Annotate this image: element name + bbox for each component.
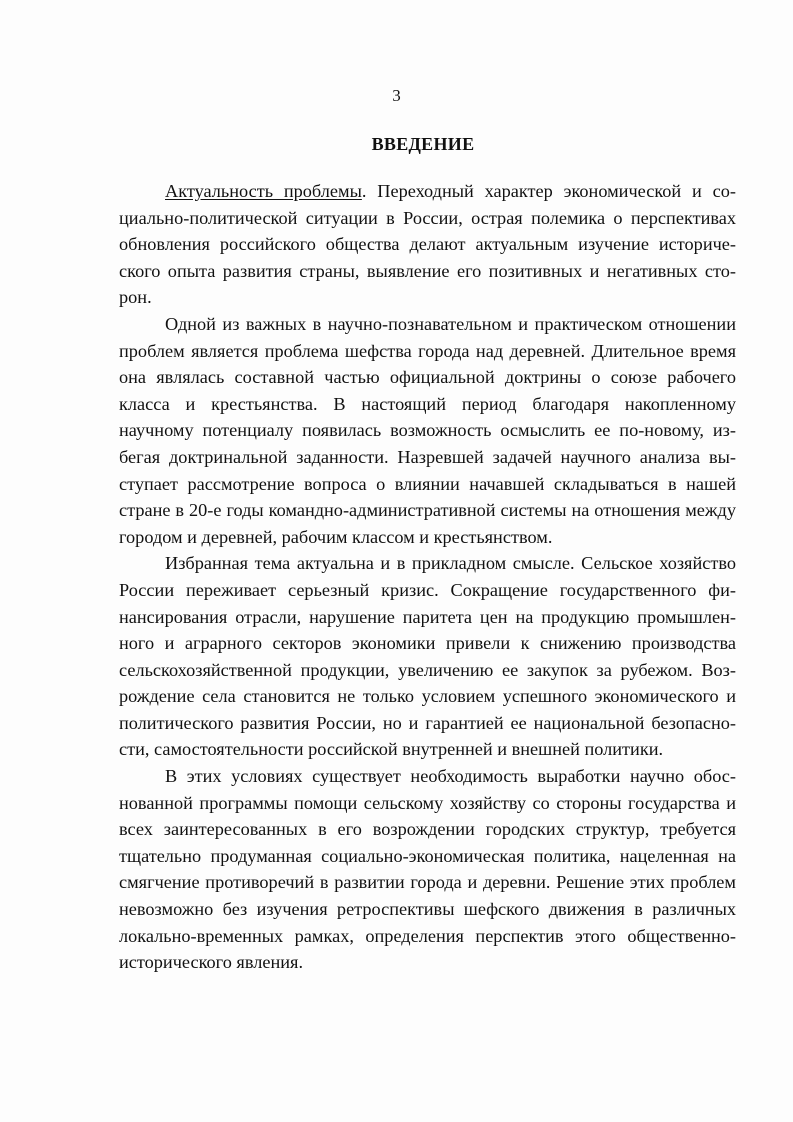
body-text [119,178,736,976]
paragraph-relevance [119,178,736,311]
paragraph-conditions: В этих условиях существует необходимость выработки научно обоснованной программы помощи сельскому хозяйству со стороны государства и всех заинтересованных в его возрождении городских структур, требуется тщательно продуманная социально-экономическая политика, нацеленная на смягчение противоречий в развитии города и деревни. Решение этих проблем невозможно без изучения ретроспективы шефского движения в различных локально-временных рамках, определения перспектив этого общественно-исторического явления. [119,766,736,973]
paragraph-lead-term: Актуальность проблемы [165,181,362,201]
paragraph-text: . Переходный характер экономической и социально-политической ситуации в России, острая полемика о перспективах обновления российского общества делают актуальным изучение исторического опыта развития страны, выявление его позитивных и негативных сторон. [119,181,736,308]
page-number: 3 [392,86,401,105]
section-heading: ВВЕДЕНИЕ [371,134,475,154]
paragraph-patronage-problem: Одной из важных в научно-познавательном и практическом отношении проблем является проблема шефства города над деревней. Длительное время она являлась составной частью официальной доктрины о союзе рабочего класса и крестьянства. В настоящий период благодаря накопленному научному потенциалу появилась возможность осмыслить ее по-новому, избегая доктринальной заданности. Назревшей задачей научного анализа выступает рассмотрение вопроса о влиянии начавшей складываться в нашей стране в 20-е годы командно-административной системы на отношения между городом и деревней, рабочим классом и крестьянством. [119,313,736,547]
paragraph-applied-relevance: Избранная тема актуальна и в прикладном смысле. Сельское хозяйство России переживает серьезный кризис. Сокращение государственного финансирования отрасли, нарушение паритета цен на продукцию промышленного и аграрного секторов экономики привели к снижению производства сельскохозяйственной продукции, увеличению ее закупок за рубежом. Возрождение села становится не только условием успешного экономического и политического развития России, но и гарантией ее национальной безопасности, самостоятельности российской внутренней и внешней политики. [119,553,736,760]
